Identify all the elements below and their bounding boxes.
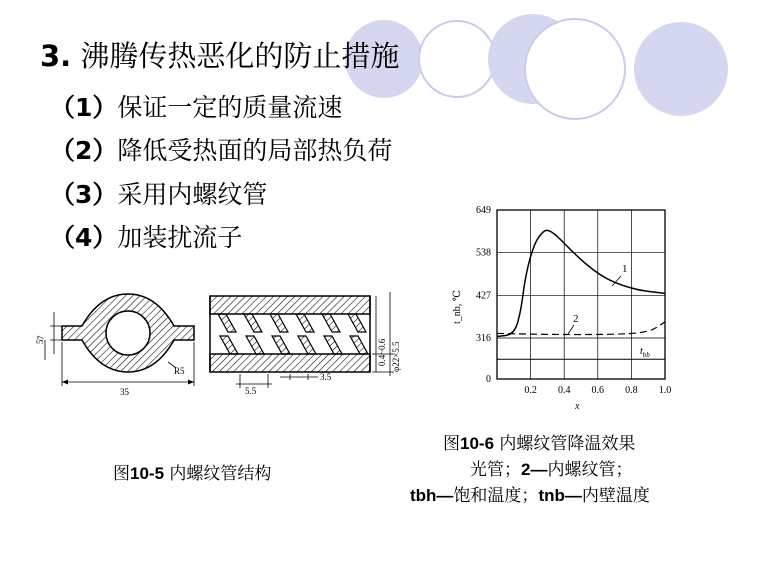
item-number: （3） [50, 180, 118, 209]
y-tick-label: 538 [476, 247, 491, 259]
series-2-leader [568, 325, 574, 334]
tube-cross-section [45, 294, 194, 386]
dim-0-4-0-6: 0.4~0.6 [377, 338, 387, 366]
item-number: （1） [50, 93, 118, 122]
dim-35: 35 [120, 387, 129, 397]
y-tick-label: 0 [486, 374, 491, 385]
x-tick-label: 1.0 [658, 385, 672, 396]
tbb-label: $t_{bb}$ [640, 346, 650, 359]
list-item [50, 88, 342, 124]
caption-abbr: tbh— [410, 486, 454, 505]
x-tick-label: 0.8 [625, 385, 638, 396]
caption-text: 内螺纹管结构 [164, 464, 272, 484]
caption-text: 内螺纹管； [547, 460, 633, 480]
x-tick-label: 0.4 [557, 385, 571, 396]
list-item [50, 175, 267, 211]
item-text: 保证一定的质量流速 [117, 93, 343, 122]
item-text: 采用内螺纹管 [117, 180, 268, 209]
caption-text: 内壁温度 [581, 486, 650, 506]
dim-phi22: φ22×5.5 [391, 341, 401, 372]
caption-text: 内螺纹管降温效果 [494, 434, 636, 454]
fig6-caption-line1 [443, 429, 635, 454]
item-number: （4） [50, 223, 118, 252]
fig6-caption-line3 [410, 481, 650, 506]
temperature-chart [440, 196, 740, 426]
caption-prefix: 图 [443, 434, 460, 454]
caption-text: 光管； [470, 460, 521, 480]
y-tick-label: 427 [476, 290, 491, 302]
item-number: （2） [50, 136, 118, 165]
fig6-caption-line2 [470, 455, 632, 480]
item-text: 加装扰流子 [117, 223, 243, 252]
decor-circle-2 [418, 20, 496, 98]
y-axis-label: t_nb, ℃ [452, 290, 463, 324]
y-tick-label: 316 [476, 333, 491, 344]
dim-5: 5 [35, 339, 45, 344]
x-tick-label: 0.6 [591, 385, 605, 396]
caption-number: 10-6 [460, 434, 495, 453]
slide-title [40, 34, 399, 75]
item-text: 降低受热面的局部热负荷 [117, 136, 393, 165]
series-line-2 [497, 322, 665, 335]
decor-circle-4 [524, 18, 626, 120]
dim-5-5: 5.5 [245, 386, 257, 396]
decor-circle-5 [634, 22, 728, 116]
dim-3-5: 3.5 [320, 372, 332, 382]
tube-long-section [210, 292, 394, 388]
list-item [50, 218, 242, 254]
rifled-tube-diagram [35, 282, 420, 402]
caption-abbr: tnb— [538, 486, 582, 505]
x-tick-label: 0.2 [524, 385, 537, 396]
y-tick-label: 649 [476, 205, 491, 216]
x-axis-label: x [575, 401, 580, 412]
caption-number: 2— [521, 460, 548, 479]
list-item [50, 131, 392, 167]
caption-number: 10-5 [130, 464, 165, 483]
series-2-label: 2 [573, 313, 579, 325]
title-text: 沸腾传热恶化的防止措施 [80, 39, 400, 73]
caption-text: 饱和温度； [453, 486, 539, 506]
series-1-label: 1 [622, 263, 628, 275]
series-line-1 [497, 230, 665, 336]
title-number: 3. [40, 39, 72, 73]
dim-7: 7 [36, 335, 46, 340]
fig5-caption [113, 459, 271, 484]
caption-prefix: 图 [113, 464, 130, 484]
dim-r5: R5 [174, 366, 185, 376]
